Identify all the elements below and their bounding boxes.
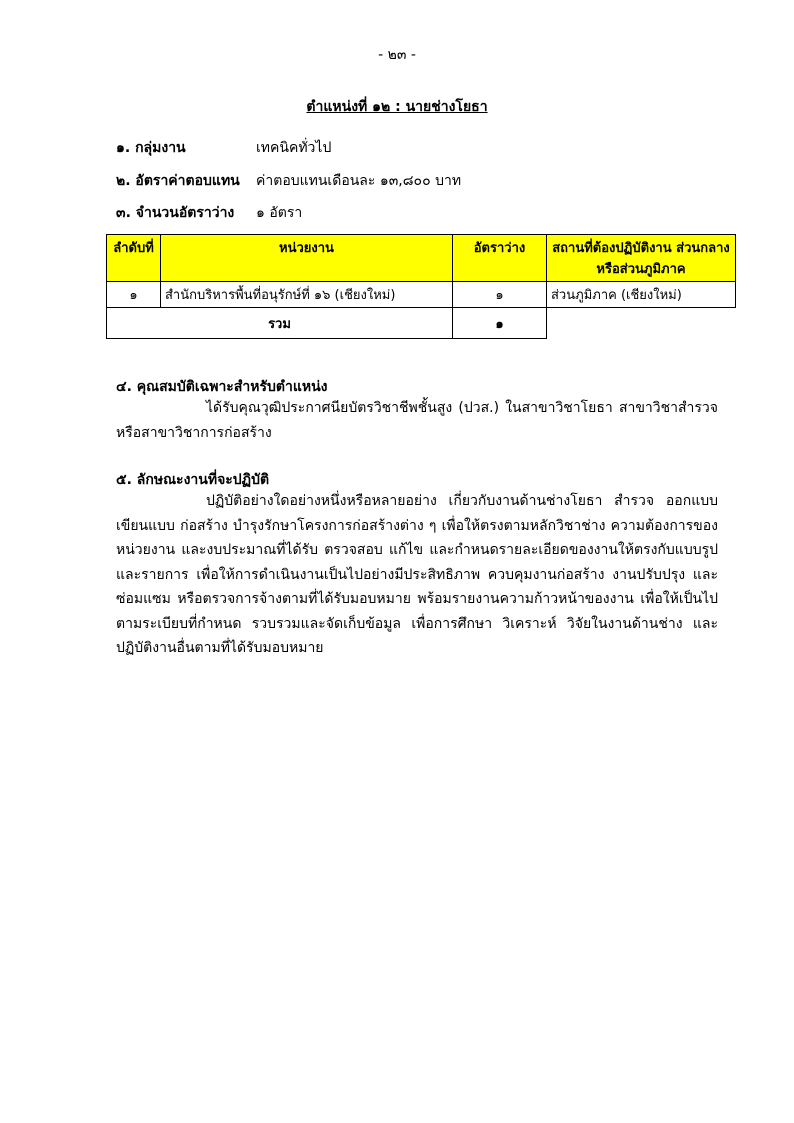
section4-body: [116, 396, 718, 445]
section4-heading: ๔. คุณสมบัติเฉพาะสำหรับตำแหน่ง: [116, 379, 328, 395]
info-work-group: [116, 137, 331, 159]
total-value: ๑: [453, 308, 547, 339]
info-label: ๓. จำนวนอัตราว่าง: [116, 205, 235, 221]
vacancy-table: [106, 234, 736, 339]
section5-heading: ๕. ลักษณะงานที่จะปฏิบัติ: [116, 472, 270, 488]
section5-text: ปฏิบัติอย่างใดอย่างหนึ่งหรือหลายอย่าง เกี่ยวกับงานด้านช่างโยธา สำรวจ ออกแบบ เขียนแบบ ก่อสร้าง บำรุงรักษาโครงการก่อสร้างต่าง ๆ เพื่อให้ตรงตามหลักวิชาช่าง ความต้องการของหน่วยงาน และงบประมาณที่ได้รับ ตรวจสอบ แก้ไข และกำหนดรายละเอียดของงานให้ตรงกับแบบรูป และรายการ เพื่อให้การดำเนินงานเป็นไปอย่างมีประสิทธิภาพ ควบคุมงานก่อสร้าง งานปรับปรุง และซ่อมแซม หรือตรวจการจ้างตามที่ได้รับมอบหมาย พร้อมรายงานความก้าวหน้าของงาน เพื่อให้เป็นไปตามระเบียบที่กำหนด รวบรวมและจัดเก็บข้อมูล เพื่อการศึกษา วิเคราะห์ วิจัยในงานด้านช่าง และปฏิบัติงานอื่นตามที่ได้รับมอบหมาย: [116, 493, 718, 656]
page-number: - ๒๓ -: [378, 47, 416, 63]
cell-location: ส่วนภูมิภาค (เชียงใหม่): [547, 282, 736, 308]
header-unit: หน่วยงาน: [161, 235, 453, 282]
section4-text: ได้รับคุณวุฒิประกาศนียบัตรวิชาชีพชั้นสูง (ปวส.) ในสาขาวิชาโยธา สาขาวิชาสำรวจ หรือสาขาวิชาการก่อสร้าง: [116, 400, 718, 441]
position-title-text: ตำแหน่งที่ ๑๒ : นายช่างโยธา: [306, 99, 488, 115]
header-count: อัตราว่าง: [453, 235, 547, 282]
info-label: ๒. อัตราค่าตอบแทน: [116, 173, 240, 189]
position-title: [0, 96, 794, 118]
header-location: สถานที่ต้องปฏิบัติงาน ส่วนกลางหรือส่วนภูมิภาค: [547, 235, 736, 282]
info-value: เทคนิคทั่วไป: [256, 140, 332, 156]
info-label: ๑. กลุ่มงาน: [116, 140, 186, 156]
info-value: ค่าตอบแทนเดือนละ ๑๓,๘๐๐ บาท: [256, 173, 462, 189]
table-row: [107, 282, 736, 308]
total-blank: [547, 308, 736, 339]
total-label: รวม: [107, 308, 453, 339]
info-compensation: [116, 170, 461, 192]
header-no: ลำดับที่: [107, 235, 161, 282]
cell-no: ๑: [107, 282, 161, 308]
section5-body: [116, 489, 718, 661]
table-total-row: [107, 308, 736, 339]
table-header-row: [107, 235, 736, 282]
info-value: ๑ อัตรา: [256, 205, 303, 221]
cell-count: ๑: [453, 282, 547, 308]
info-vacancies: [116, 202, 302, 224]
cell-unit: สำนักบริหารพื้นที่อนุรักษ์ที่ ๑๖ (เชียงใหม่): [161, 282, 453, 308]
